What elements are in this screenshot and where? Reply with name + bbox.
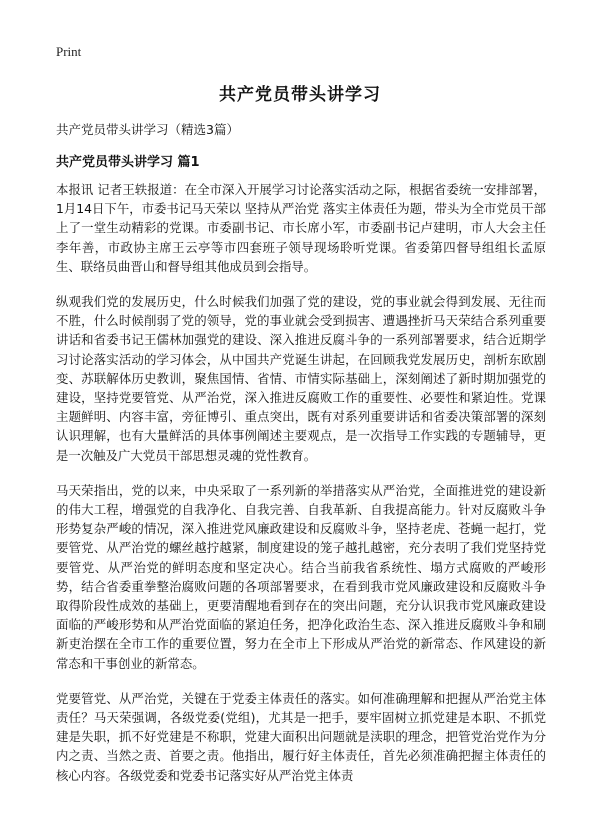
paragraph-2: 纵观我们党的发展历史，什么时候我们加强了党的建设，党的事业就会得到发展、无往而不胜，什么时候削弱了党的领导，党的事业就会受到损害、遭遇挫折马天荣结合系列重要讲话和省委书记王儒林加强党的建设、深入推进反腐斗争的一系列部署要求，结合近期学习讨论落实活动的学习体会，从中国共产党诞生讲起，在回顾我党发展历史，剖析东欧剧变、苏联解体历史教训，聚焦国情、省情、市情实际基础上，深刻阐述了新时期加强党的建设，坚持党要管党、从严治党，深入推进反腐败工作的重要性、必要性和紧迫性。党课主题鲜明、内容丰富，旁征博引、重点突出，既有对系列重要讲话和省委决策部署的深刻认识理解，也有大量鲜活的具体事例阐述主要观点，是一次指导工作实践的专题辅导，更是一次触及广大党员干部思想灵魂的党性教育。 bbox=[56, 294, 546, 463]
article-body bbox=[56, 180, 546, 801]
document-subtitle: 共产党员带头讲学习（精选3篇） bbox=[56, 122, 239, 137]
paragraph-3: 马天荣指出，党的以来，中央采取了一系列新的举措落实从严治党，全面推进党的建设新的伟大工程，增强党的自我净化、自我完善、自我革新、自我提高能力。针对反腐败斗争形势复杂严峻的情况，深入推进党风廉政建设和反腐败斗争，坚持老虎、苍蝇一起打，党要管党、从严治党的螺丝越拧越紧，制度建设的笼子越扎越密，充分表明了我们党坚持党要管党、从严治党的鲜明态度和坚定决心。结合当前我省系统性、塌方式腐败的严峻形势，结合省委重拳整治腐败问题的各项部署要求，在看到我市党风廉政建设和反腐败斗争取得阶段性成效的基础上，更要清醒地看到存在的突出问题，充分认识我市党风廉政建设面临的严峻形势和从严治党面临的紧迫任务，把净化政治生态、深入推进反腐败斗争和刷新吏治摆在全市工作的重要位置，努力在全市上下形成从严治党的新常态、作风建设的新常态和干事创业的新常态。 bbox=[56, 482, 546, 671]
paragraph-4: 党要管党、从严治党，关键在于党委主体责任的落实。如何准确理解和把握从严治党主体责任？马天荣强调，各级党委(党组)，尤其是一把手，要牢固树立抓党建是本职、不抓党建是失职，抓不好党建是不称职，党建大面积出问题就是渎职的理念，把管党治党作为分内之责、当然之责、首要之责。他指出，履行好主体责任，首先必须准确把握主体责任的核心内容。各级党委和党委书记落实好从严治党主体责 bbox=[56, 690, 546, 783]
section-heading: 共产党员带头讲学习 篇1 bbox=[56, 155, 200, 170]
print-link[interactable]: Print bbox=[56, 44, 82, 59]
page-title: 共产党员带头讲学习 bbox=[219, 85, 381, 105]
paragraph-1: 本报讯 记者王轶报道：在全市深入开展学习讨论落实活动之际，根据省委统一安排部署，1月14日下午，市委书记马天荣以 坚持从严治党 落实主体责任为题，带头为全市党员干部上了一堂生动精彩的党课。市委副书记、市长席小军，市委副书记卢建明，市人大会主任李年善，市政协主席王云亭等市四套班子领导现场聆听党课。省委第四督导组组长孟原生、联络员曲晋山和督导组其他成员到会指导。 bbox=[56, 182, 546, 274]
